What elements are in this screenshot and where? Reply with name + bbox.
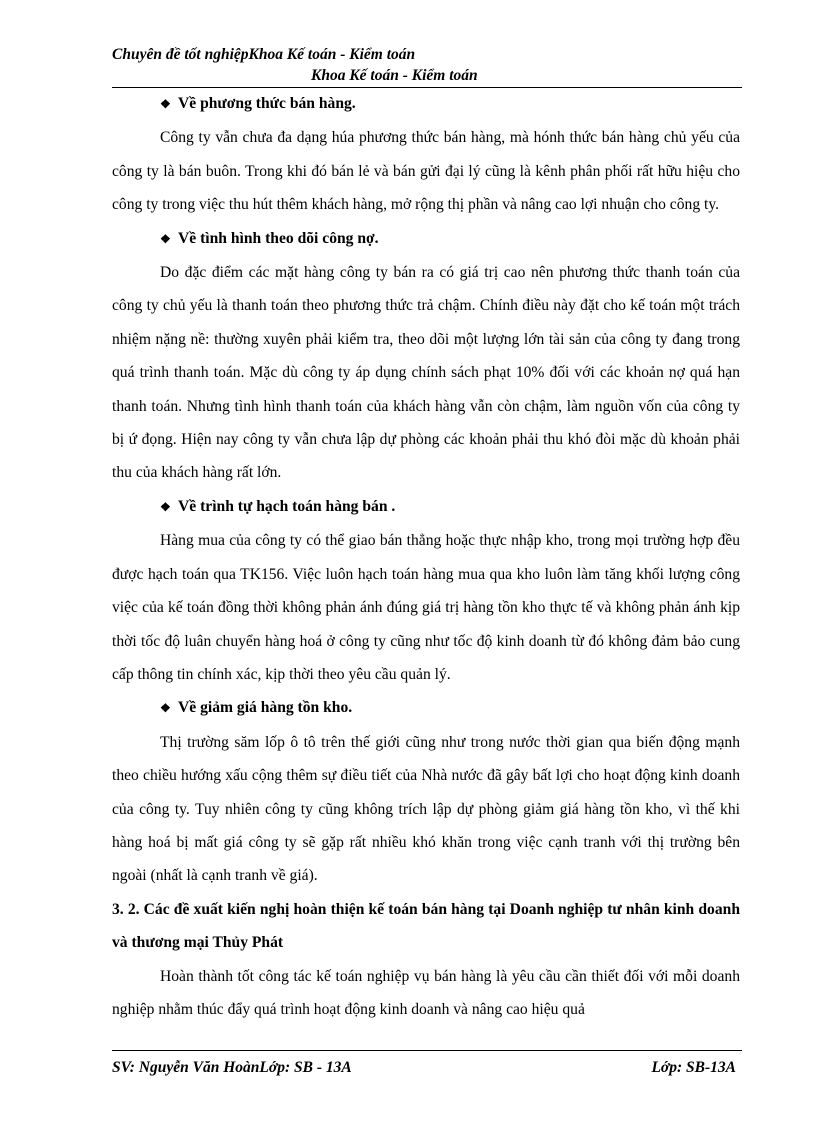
section-heading-3-2: 3. 2. Các đề xuất kiến nghị hoàn thiện kế toán bán hàng tại Doanh nghiệp tư nhân kinh doanh và thương mại Thủy Phát	[112, 900, 740, 952]
footer-divider	[112, 1050, 742, 1051]
header-line-2: Khoa Kế toán - Kiểm toán	[311, 67, 478, 84]
subheading-sales-methods: ❖ Về phương thức bán hàng.	[112, 87, 740, 121]
bullet-diamond-icon: ❖	[160, 97, 171, 111]
footer-student: SV: Nguyễn Văn HoànLớp: SB - 13A	[112, 1059, 352, 1076]
page-header	[112, 44, 742, 86]
bullet-diamond-icon: ❖	[160, 701, 171, 716]
paragraph-inventory-devaluation: Thị trường săm lốp ô tô trên thế giới cũng như trong nước thời gian qua biến động mạnh theo chiều hướng xấu cộng thêm sự điều tiết của Nhà nước đã gây bất lợi cho hoạt động kinh doanh của công ty. Tuy nhiên công ty cũng không trích lập dự phòng giảm giá hàng tồn kho, vì thế khi hàng hoá bị mất giá công ty sẽ gặp rất nhiều khó khăn trong việc cạnh tranh với thị trường bên ngoài (nhất là cạnh tranh về giá).	[112, 733, 740, 885]
subheading-debt-tracking: ❖ Về tình hình theo dõi công nợ.	[112, 222, 740, 256]
document-body	[112, 87, 740, 1026]
paragraph-closing: Hoàn thành tốt công tác kế toán nghiệp vụ bán hàng là yêu cầu cần thiết đối với mỗi doanh nghiệp nhằm thúc đẩy quá trình hoạt động kinh doanh và nâng cao hiệu quả	[112, 967, 740, 1018]
paragraph-debt-tracking: Do đặc điểm các mặt hàng công ty bán ra có giá trị cao nên phương thức thanh toán của công ty chủ yếu là thanh toán theo phương thức trả chậm. Chính điều này đặt cho kế toán một trách nhiệm nặng nề: thường xuyên phải kiểm tra, theo dõi một lượng lớn tài sản của công ty đang trong quá trình thanh toán. Mặc dù công ty áp dụng chính sách phạt 10% đối với các khoản nợ quá hạn thanh toán. Nhưng tình hình thanh toán của khách hàng vẫn còn chậm, làm nguồn vốn của công ty bị ứ đọng. Hiện nay công ty vẫn chưa lập dự phòng các khoản phải thu khó đòi mặc dù khoản phải thu của khách hàng rất lớn.	[112, 264, 740, 482]
subheading-accounting-sequence: ❖ Về trình tự hạch toán hàng bán .	[112, 490, 740, 524]
bullet-diamond-icon: ❖	[160, 499, 171, 514]
paragraph-sales-methods: Công ty vẫn chưa đa dạng húa phương thức bán hàng, mà hónh thức bán hàng chủ yếu của công ty là bán buôn. Trong khi đó bán lẻ và bán gửi đại lý cũng là kênh phân phối rất hữu hiệu cho công ty trong việc thu hút thêm khách hàng, mở rộng thị phần và nâng cao lợi nhuận cho công ty.	[112, 129, 740, 214]
footer-class: Lớp: SB-13A	[651, 1059, 736, 1076]
subheading-inventory-devaluation: ❖ Về giảm giá hàng tồn kho.	[112, 691, 740, 725]
paragraph-accounting-sequence: Hàng mua của công ty có thể giao bán thẳng hoặc thực nhập kho, trong mọi trường hợp đều được hạch toán qua TK156. Việc luôn hạch toán hàng mua qua kho luôn làm tăng khối lượng công việc của kế toán đồng thời không phản ánh đúng giá trị hàng tồn kho thực tế và không phản ánh kịp thời tốc độ luân chuyển hàng hoá ở công ty cũng như tốc độ kinh doanh từ đó không đảm bảo cung cấp thông tin chính xác, kịp thời theo yêu cầu quản lý.	[112, 532, 740, 683]
header-line-1: Chuyên đề tốt nghiệpKhoa Kế toán - Kiểm toán	[112, 46, 416, 63]
bullet-diamond-icon: ❖	[160, 231, 171, 246]
